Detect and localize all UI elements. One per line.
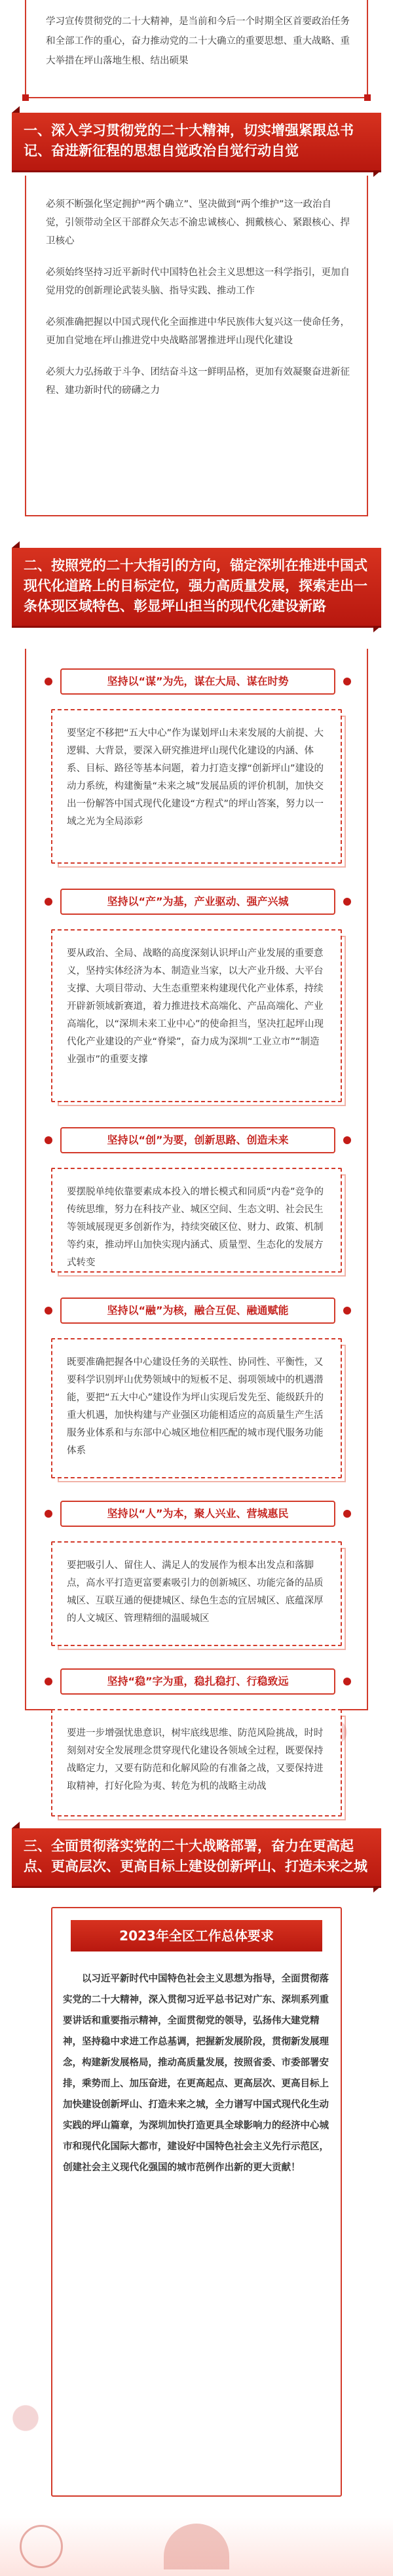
card-text: 要从政治、全局、战略的高度深刻认识坪山产业发展的重要意义，坚持实体经济为本、制造业当家，以大产业升级、大平台支撑、大项目带动、大生态重塑来构建现代化产业体系，持续开辟新领域新赛道，着力推进技术高端化、产品高端化、产业高端化，以“深圳未来工业中心”的使命担当，坚决扛起坪山现代化产业建设的产业“脊梁”，奋力成为深圳“工业立市”“制造业强市”的重要支撑 — [67, 948, 324, 1065]
section2-subtitle — [60, 1127, 335, 1153]
section1-body — [25, 176, 368, 516]
subtitle-label: 坚持以“谋”为先，谋在大局、谋在时势 — [107, 675, 289, 687]
ribbon-fold — [12, 541, 20, 548]
section2-subtitle — [60, 1668, 335, 1695]
ribbon-fold — [373, 626, 381, 632]
card-text: 要坚定不移把“五大中心”作为谋划坪山未来发展的大前提、大逻辑、大背景，要深入研究推进坪山现代化建设的内涵、体系、目标、路径等基本问题，着力打造支撑“创新坪山”建设的动力系统，构建衡量“未来之城”发展品质的评价机制，加快交出一份解答中国式现代化建设“方程式”的坪山答案，努力以一域之光为全局添彩 — [67, 728, 324, 827]
subtitle-label: 坚持以“融”为核，融合互促、融通赋能 — [107, 1304, 289, 1317]
section2-card — [51, 1541, 342, 1646]
section1-paragraph: 必须大力弘扬敢于斗争、团结奋斗这一鲜明品格，更加有效凝聚奋进新征程、建功新时代的磅礴之力 — [46, 367, 350, 396]
goal-text: 以习近平新时代中国特色社会主义思想为指导，全面贯彻落实党的二十大精神，深入贯彻习近平总书记对广东、深圳系列重要讲话和重要指示精神，全面贯彻党的领导，弘扬伟大建党精神，坚持稳中求进工作总基调，把握新发展阶段，贯彻新发展理念，构建新发展格局，推动高质量发展，按照省委、市委部署安排，乘势而上、加压奋进，在更高起点、更高层次、更高目标上加快建设创新坪山、打造未来之城，全力谱写中国式现代化生动实践的坪山篇章，为深圳加快打造更具全球影响力的经济中心城市和现代化国际大都市，建设好中国特色社会主义先行示范区，创建社会主义现代化强国的城市范例作出新的更大贡献！ — [63, 1974, 329, 2173]
section1-paragraph: 必须始终坚持习近平新时代中国特色社会主义思想这一科学指引，更加自觉用党的创新理论武装头脑、指导实践、推动工作 — [46, 267, 350, 296]
footer-decoration — [0, 2517, 393, 2576]
card-text: 要把吸引人、留住人、满足人的发展作为根本出发点和落脚点，高水平打造更富要素吸引力的创新城区、功能完备的品质城区、互联互通的便捷城区、绿色生态的宜居城区、底蕴深厚的人文城区、管理精细的温暖城区 — [67, 1560, 324, 1624]
section1-paragraph: 必须准确把握以中国式现代化全面推进中华民族伟大复兴这一使命任务，更加自觉地在坪山推进党中央战略部署推进坪山现代化建设 — [46, 317, 350, 346]
section1-title: 一、深入学习贯彻党的二十大精神，切实增强紧跟总书记、奋进新征程的思想自觉政治自觉行动自觉 — [24, 123, 354, 159]
section1-header — [12, 113, 381, 170]
subtitle-label: 坚持以“产”为基，产业驱动、强产兴城 — [107, 895, 289, 908]
card-text: 要进一步增强忧患意识，树牢底线思维、防范风险挑战，时时刻刻对安全发展理念贯穿现代化建设各领域全过程，既要保持战略定力，又要有防范和化解风险的有准备之战，又要保持进取精神，打好化险为夷、转危为机的战略主动战 — [67, 1728, 324, 1792]
section2-title: 二、按照党的二十大指引的方向，锚定深圳在推进中国式现代化道路上的目标定位，强力高质量发展，探索走出一条体现区域特色、彰显坪山担当的现代化建设新路 — [24, 558, 367, 614]
ribbon-fold — [373, 1886, 381, 1893]
section1-paragraph: 必须不断强化坚定拥护“两个确立”、坚决做到“两个维护”这一政治自觉，引领带动全区干部群众矢志不渝忠诚核心、拥戴核心、紧跟核心、捍卫核心 — [46, 199, 350, 246]
section2-subtitle — [60, 889, 335, 915]
section3-header — [12, 1828, 381, 1886]
section2-header — [12, 548, 381, 626]
goal-title: 2023年全区工作总体要求 — [71, 1920, 322, 1951]
ribbon-fold — [12, 106, 20, 113]
ribbon-fold — [12, 1822, 20, 1828]
section2-subtitle — [60, 1298, 335, 1324]
ribbon-fold — [373, 170, 381, 177]
intro-text: 学习宣传贯彻党的二十大精神，是当前和今后一个时期全区首要政治任务和全部工作的重心，奋力推动党的二十大确立的重要思想、重大战略、重大举措在坪山落地生根、结出硕果 — [46, 16, 350, 66]
section2-subtitle — [60, 1501, 335, 1527]
section2-card — [51, 1168, 342, 1273]
subtitle-label: 坚持以“人”为本，聚人兴业、营城惠民 — [107, 1507, 289, 1520]
section2-card — [51, 1338, 342, 1478]
section2-card — [51, 929, 342, 1102]
section2-card — [51, 709, 342, 864]
section2-card — [51, 1709, 342, 1817]
building-icon — [164, 2524, 229, 2569]
card-text: 要摆脱单纯依靠要素成本投入的增长模式和同质“内卷”竞争的传统思维，努力在科技产业、城区空间、生态文明、社会民生等领域展现更多创新作为，持续突破区位、财力、政策、机制等约束，推动坪山加快实现内涵式、质量型、生态化的发展方式转变 — [67, 1187, 324, 1268]
subtitle-label: 坚持“稳”字为重，稳扎稳打、行稳致远 — [107, 1675, 289, 1687]
section3-title: 三、全面贯彻落实党的二十大战略部署，奋力在更高起点、更高层次、更高目标上建设创新坪山、打造未来之城 — [24, 1838, 367, 1874]
emblem-icon — [20, 2525, 63, 2568]
intro-box — [25, 0, 368, 98]
subtitle-label: 坚持以“创”为要，创新思路、创造未来 — [107, 1134, 289, 1146]
card-text: 既要准确把握各中心建设任务的关联性、协同性、平衡性，又要科学识别坪山优势领域中的短板不足、弱项领域中的机遇潜能，要把“五大中心”建设作为坪山实现后发先至、能级跃升的重大机遇，加快构建与产业强区功能相适应的高质量生产生活服务业体系和与东部中心城区地位相匹配的城市现代服务功能体系 — [67, 1357, 324, 1456]
section2-subtitle — [60, 668, 335, 695]
